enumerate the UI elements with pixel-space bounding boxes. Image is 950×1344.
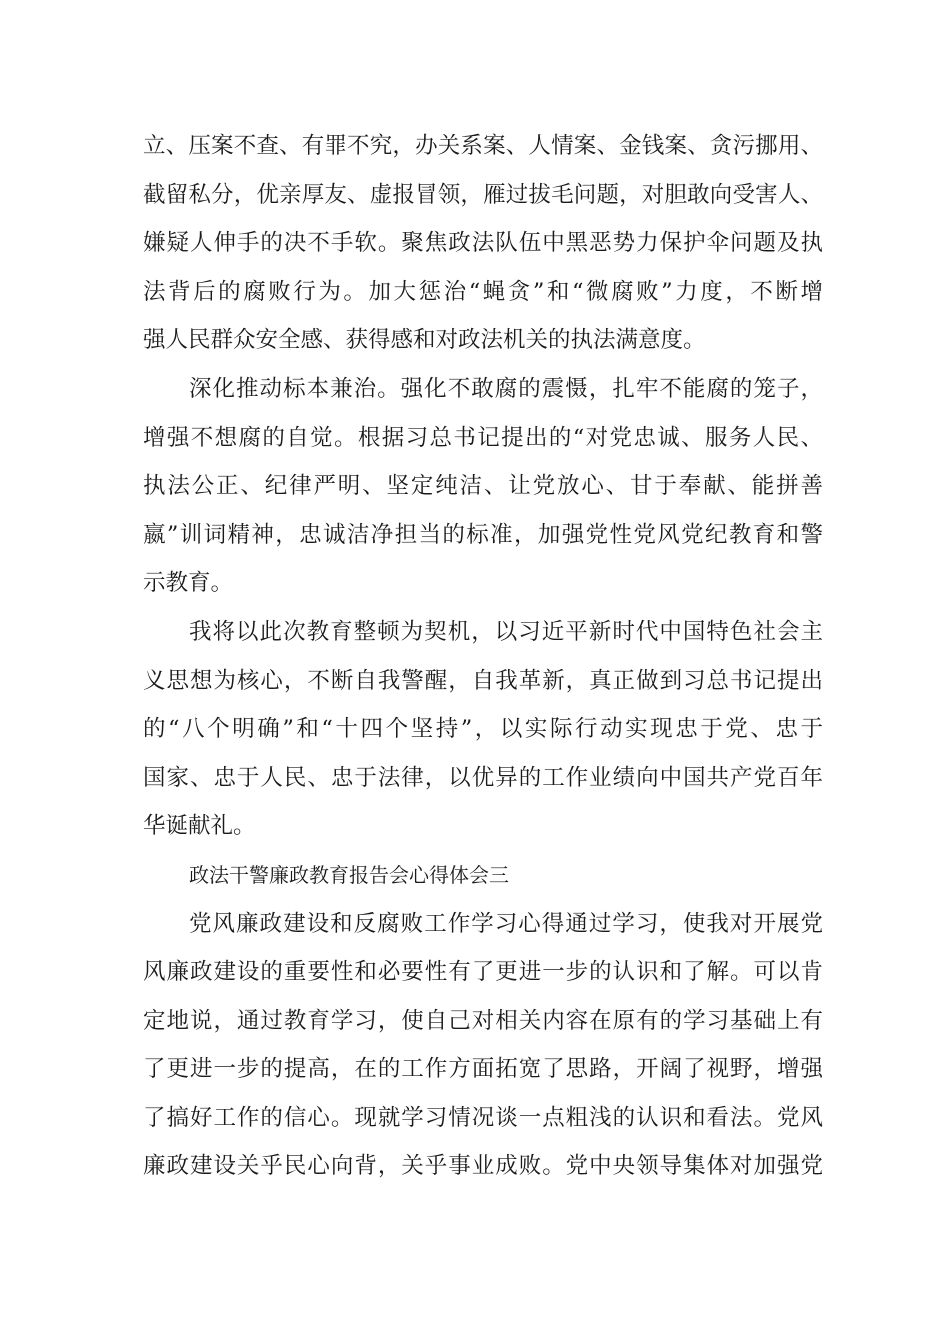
paragraph-1-line-3: 嫌疑人伸手的决不手软。聚焦政法队伍中黑恶势力保护伞问题及执 — [143, 230, 823, 257]
paragraph-3-line-3: 的“八个明确”和“十四个坚持”，以实际行动实现忠于党、忠于 — [143, 716, 823, 743]
document-body — [143, 122, 823, 1191]
paragraph-2-line-1: 深化推动标本兼治。强化不敢腐的震慑，扎牢不能腐的笼子， — [189, 375, 823, 402]
paragraph-4-line-6: 廉政建设关乎民心向背，关乎事业成败。党中央领导集体对加强党 — [143, 1153, 823, 1180]
paragraph-4-line-4: 了更进一步的提高，在的工作方面拓宽了思路，开阔了视野，增强 — [143, 1056, 823, 1083]
paragraph-3-line-5: 华诞献礼。 — [143, 813, 256, 840]
paragraph-2-line-4: 嬴”训词精神，忠诚洁净担当的标准，加强党性党风党纪教育和警 — [143, 521, 823, 548]
paragraph-3-line-4: 国家、忠于人民、忠于法律，以优异的工作业绩向中国共产党百年 — [143, 764, 823, 791]
paragraph-2-line-5: 示教育。 — [143, 570, 234, 597]
paragraph-3-line-2: 义思想为核心，不断自我警醒，自我革新，真正做到习总书记提出 — [143, 667, 823, 694]
paragraph-1-line-5: 强人民群众安全感、获得感和对政法机关的执法满意度。 — [143, 327, 706, 354]
paragraph-4-line-2: 风廉政建设的重要性和必要性有了更进一步的认识和了解。可以肯 — [143, 959, 823, 986]
paragraph-4-line-1: 党风廉政建设和反腐败工作学习心得通过学习，使我对开展党 — [189, 910, 823, 937]
paragraph-4-line-3: 定地说，通过教育学习，使自己对相关内容在原有的学习基础上有 — [143, 1007, 823, 1034]
paragraph-1-line-1: 立、压案不查、有罪不究，办关系案、人情案、金钱案、贪污挪用、 — [143, 133, 823, 159]
paragraph-3-line-1: 我将以此次教育整顿为契机，以习近平新时代中国特色社会主 — [189, 618, 823, 645]
paragraph-1-line-4: 法背后的腐败行为。加大惩治“蝇贪”和“微腐败”力度，不断增 — [143, 278, 823, 305]
paragraph-1-line-2: 截留私分，优亲厚友、虚报冒领，雁过拔毛问题，对胆敢向受害人、 — [143, 181, 823, 208]
section-heading: 政法干警廉政教育报告会心得体会三 — [189, 862, 509, 887]
paragraph-2-line-2: 增强不想腐的自觉。根据习总书记提出的“对党忠诚、服务人民、 — [143, 424, 823, 451]
paragraph-2-line-3: 执法公正、纪律严明、坚定纯洁、让党放心、甘于奉献、能拼善 — [143, 473, 823, 500]
paragraph-4-line-5: 了搞好工作的信心。现就学习情况谈一点粗浅的认识和看法。党风 — [143, 1104, 823, 1131]
